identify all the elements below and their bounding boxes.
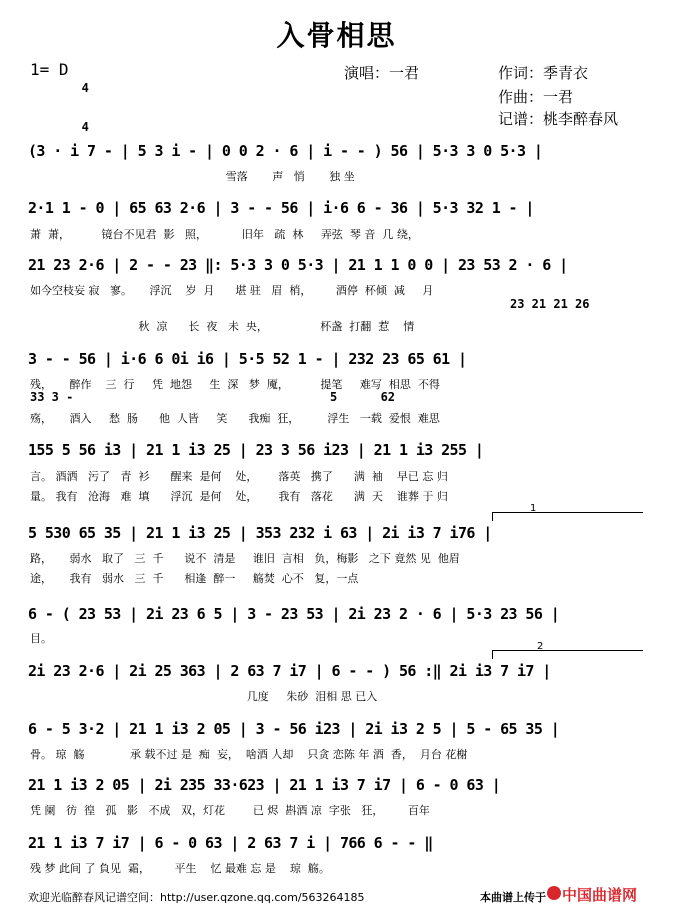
- singer-credit: 演唱：一君: [344, 64, 420, 82]
- lyric-line-7: 目。: [30, 632, 52, 645]
- lyricist-credit: 作词：季青衣: [498, 64, 589, 82]
- lyric-line-3b: 秋 凉 长 夜 未 央， 杯盏 打翻 惹 情: [30, 320, 415, 333]
- volta-label-2: 2: [537, 641, 544, 652]
- time-signature-top: 4: [81, 81, 89, 95]
- footer-upload-text: 本曲谱上传于: [480, 891, 546, 904]
- volta-bracket-2: [492, 650, 643, 659]
- notation-line-7: 6 - ( 23 53 | 2i 23 6 5 | 3 - 23 53 | 2i 23 2 · 6 | 5·3 23 56 |: [28, 605, 560, 623]
- lyric-line-4b: 殇， 酒入 愁 肠 他 人皆 笑 我痴 狂， 浮生 一载 爱恨 难思: [30, 412, 440, 425]
- notation-line-6: 5 530 65 35 | 21 1 i3 25 | 353 232 i 63 | 2i i3 7 i76 |: [28, 524, 492, 542]
- notation-line-10: 21 1 i3 2 05 | 2i 235 33·623 | 21 1 i3 7 i7 | 6 - 0 63 |: [28, 776, 501, 794]
- lyric-line-4: 残， 醉作 三 行 凭 地怨 生 深 梦 魇， 提笔 难写 相思 不得: [30, 378, 440, 391]
- lyric-line-5b: 量。 我有 沧海 难 填 浮沉 是何 处， 我有 落花 满 天 谁葬 于 归: [30, 490, 448, 503]
- notation-line-1: (3 · i 7 - | 5 3 i - | 0 0 2 · 6 | i - - ) 56 | 5·3 3 0 5·3 |: [28, 142, 543, 160]
- volta-bracket-1: [492, 512, 643, 521]
- lyric-line-3: 如今空枝妄 寂 寥。 浮沉 岁 月 堪 驻 眉 梢， 酒停 杯倾 减 月: [30, 284, 434, 297]
- notation-line-3: 21 23 2·6 | 2 - - 23 ‖: 5·3 3 0 5·3 | 21 1 1 0 0 | 23 53 2 · 6 |: [28, 256, 568, 274]
- time-signature-bottom: 4: [81, 120, 89, 134]
- site-logo: 中国曲谱网: [562, 886, 638, 904]
- notation-line-5: 155 5 56 i3 | 21 1 i3 25 | 23 3 56 i23 | 21 1 i3 255 |: [28, 441, 484, 459]
- notation-line-2: 2·1 1 - 0 | 65 63 2·6 | 3 - - 56 | i·6 6 - 36 | 5·3 32 1 - |: [28, 199, 534, 217]
- lyric-line-6: 路， 弱水 取了 三 千 说不 清是 谁旧 言相 负，梅影 之下 竟然 见 他眉: [30, 552, 460, 565]
- volta-label-1: 1: [530, 503, 537, 514]
- notation-line-4: 3 - - 56 | i·6 6 0i i6 | 5·5 52 1 - | 232 23 65 61 |: [28, 350, 467, 368]
- notation-line-11: 21 1 i3 7 i7 | 6 - 0 63 | 2 63 7 i | 766 6 - - ‖: [28, 834, 433, 852]
- lyric-line-8: 几度 朱砂 泪相 思 已入: [30, 690, 378, 703]
- composer-credit: 作曲：一君: [498, 88, 574, 106]
- time-signature: [78, 56, 92, 147]
- notation-line-9: 6 - 5 3·2 | 21 1 i3 2 05 | 3 - 56 i23 | 2i i3 2 5 | 5 - 65 35 |: [28, 720, 560, 738]
- footer-website-text: 欢迎光临醉春风记谱空间：http://user.qzone.qq.com/563264185: [28, 891, 365, 904]
- lyric-line-9: 骨。 琼 觞 承 载不过 是 痴 妄， 啥酒 人却 只贪 恋陈 年 酒 香， 月台 花榭: [30, 748, 468, 761]
- key-signature: 1= D: [30, 60, 69, 79]
- transcriber-credit: 记谱：桃李醉春风: [498, 110, 619, 128]
- lyric-line-6b: 途， 我有 弱水 三 千 相逢 醉一 觞焚 心不 复，一点: [30, 572, 359, 585]
- lyric-line-10: 凭 阑 彷 徨 孤 影 不成 双，灯花 已 烬 斟酒 凉 字张 狂， 百年: [30, 804, 430, 817]
- notation-line-8: 2i 23 2·6 | 2i 25 363 | 2 63 7 i7 | 6 - - ) 56 :‖ 2i i3 7 i7 |: [28, 662, 551, 680]
- alt-notation-3: 23 21 21 26: [510, 297, 590, 311]
- logo-icon: [547, 886, 561, 900]
- alt-notation-4: 33 3 -: [30, 390, 74, 404]
- page-title: 入骨相思: [276, 19, 397, 52]
- lyric-line-11: 残 梦 此间 了 負见 霜， 平生 忆 最难 忘 是 琼 觞。: [30, 862, 330, 875]
- alt-notation-5: 5 62: [330, 390, 396, 404]
- lyric-line-2: 萧 萧， 镜台不见君 影 照， 旧年 疏 林 弄弦 琴 音 几 绕，: [30, 228, 419, 241]
- lyric-line-5: 言。 酒洒 污了 青 衫 醒来 是何 处， 落英 携了 满 袖 早已 忘 归: [30, 470, 448, 483]
- lyric-line-1: 雪落 声 悄 独 坐: [30, 170, 355, 183]
